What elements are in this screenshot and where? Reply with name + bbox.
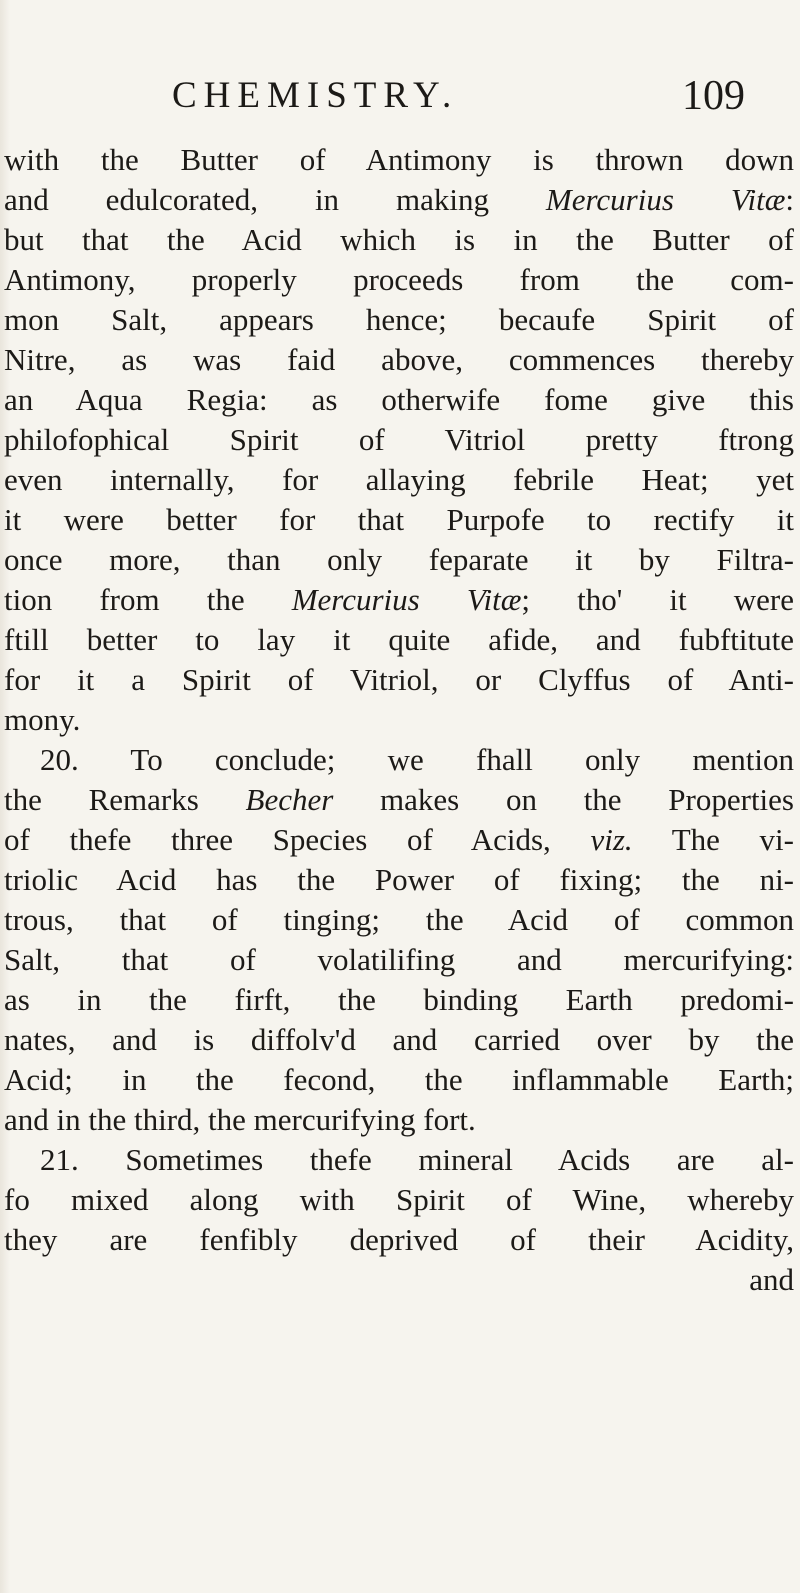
line-post: makes on the Properties [333, 782, 794, 817]
line-text: but that the Acid which is in the Butter of [4, 222, 794, 257]
text-line-16 [40, 740, 794, 780]
text-line-28 [4, 1220, 794, 1260]
text-line-23 [4, 1020, 794, 1060]
line-text: ftill better to lay it quite afide, and fubftitute [4, 622, 794, 657]
line-text: once more, than only feparate it by Filtra- [4, 542, 794, 577]
text-line-5 [4, 300, 794, 340]
line-text: triolic Acid has the Power of fixing; the ni- [4, 862, 794, 897]
text-line-25 [4, 1100, 794, 1140]
page-header [0, 74, 800, 134]
line-text: fo mixed along with Spirit of Wine, whereby [4, 1182, 794, 1217]
line-text: mony. [4, 702, 81, 737]
text-line-22 [4, 980, 794, 1020]
text-line-3 [4, 220, 794, 260]
running-head: CHEMISTRY. [172, 75, 459, 116]
line-text: and in the third, the mercurifying fort. [4, 1102, 476, 1137]
catchword-text: and [749, 1262, 794, 1297]
catchword [4, 1260, 794, 1300]
text-line-17 [4, 780, 794, 820]
line-text: with the Butter of Antimony is thrown down [4, 142, 794, 177]
text-line-13 [4, 620, 794, 660]
line-text: trous, that of tinging; the Acid of common [4, 902, 794, 937]
text-line-8 [4, 420, 794, 460]
text-line-26 [40, 1140, 794, 1180]
text-line-4 [4, 260, 794, 300]
line-text: mon Salt, appears hence; becaufe Spirit of [4, 302, 794, 337]
line-text: Acid; in the fecond, the inflammable Earth; [4, 1062, 794, 1097]
line-text: it were better for that Purpofe to rectify it [4, 502, 794, 537]
text-line-2 [4, 180, 794, 220]
line-pre: of thefe three Species of Acids, [4, 822, 591, 857]
text-line-12 [4, 580, 794, 620]
page-number: 109 [682, 73, 745, 119]
line-post: : [785, 182, 794, 217]
text-line-27 [4, 1180, 794, 1220]
line-text: they are fenfibly deprived of their Acidity, [4, 1222, 794, 1257]
text-line-6 [4, 340, 794, 380]
line-pre: the Remarks [4, 782, 246, 817]
line-pre: tion from the [4, 582, 292, 617]
italic-term: viz. [590, 822, 633, 857]
line-text: even internally, for allaying febrile Heat; yet [4, 462, 794, 497]
italic-term: Becher [245, 782, 334, 817]
text-line-10 [4, 500, 794, 540]
text-line-11 [4, 540, 794, 580]
line-text: Antimony, properly proceeds from the com- [4, 262, 794, 297]
text-line-7 [4, 380, 794, 420]
line-post: The vi- [632, 822, 794, 857]
line-text: Nitre, as was faid above, commences thereby [4, 342, 794, 377]
italic-term: Mercurius Vitæ [545, 182, 786, 217]
line-text: philofophical Spirit of Vitriol pretty ftrong [4, 422, 794, 457]
line-post: ; tho' it were [521, 582, 794, 617]
line-text: for it a Spirit of Vitriol, or Clyffus of Anti- [4, 662, 794, 697]
text-line-1 [4, 140, 794, 180]
line-text: 20. To conclude; we fhall only mention [40, 742, 794, 777]
line-text: an Aqua Regia: as otherwife fome give this [4, 382, 794, 417]
text-line-24 [4, 1060, 794, 1100]
text-line-18 [4, 820, 794, 860]
text-line-15 [4, 700, 794, 740]
line-text: as in the firft, the binding Earth predomi- [4, 982, 794, 1017]
line-pre: and edulcorated, in making [4, 182, 546, 217]
line-text: 21. Sometimes thefe mineral Acids are al- [40, 1142, 794, 1177]
line-text: nates, and is diffolv'd and carried over by the [4, 1022, 794, 1057]
text-line-14 [4, 660, 794, 700]
text-line-9 [4, 460, 794, 500]
text-line-21 [4, 940, 794, 980]
text-line-19 [4, 860, 794, 900]
text-line-20 [4, 900, 794, 940]
line-text: Salt, that of volatilifing and mercurifying: [4, 942, 794, 977]
italic-term: Mercurius Vitæ [291, 582, 522, 617]
